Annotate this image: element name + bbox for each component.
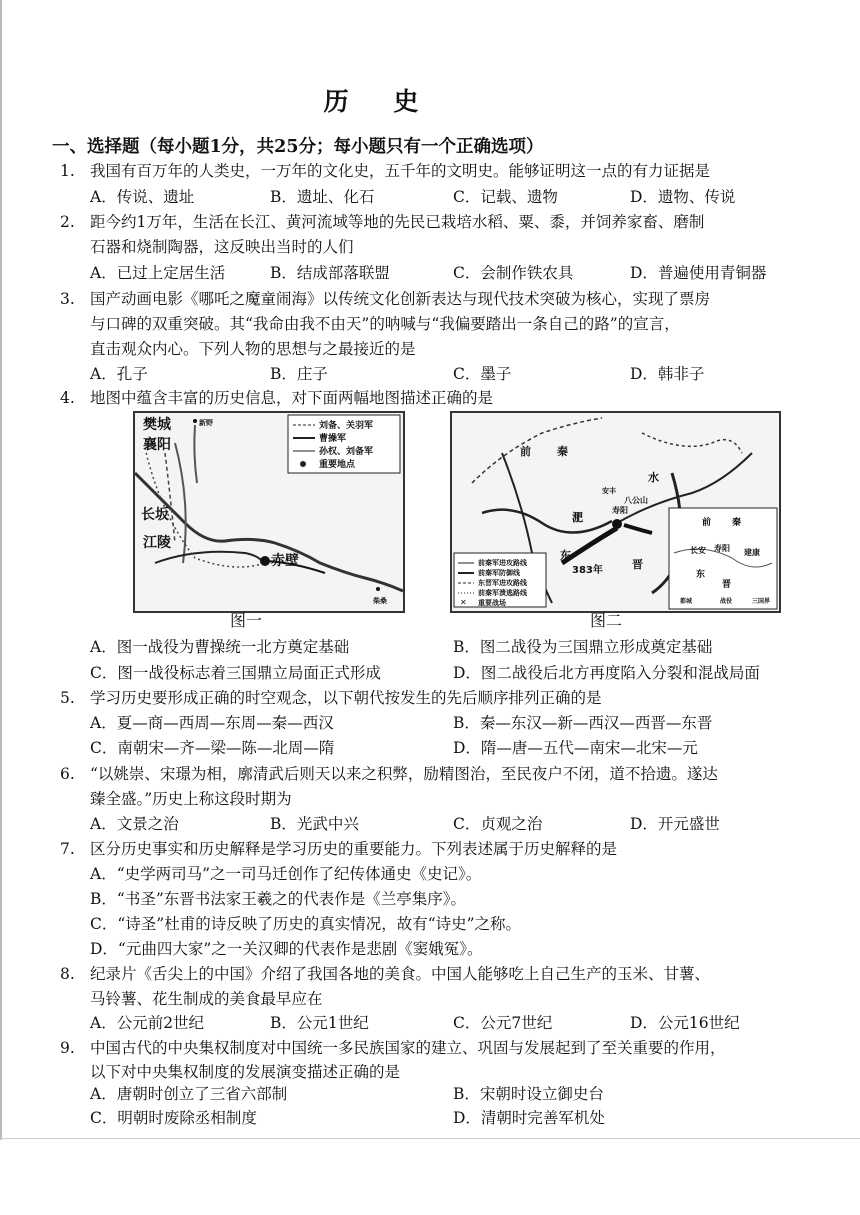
question-6-option-d[interactable]: D．开元盛世 [630, 815, 720, 833]
map-2-place-label: 淝 [572, 511, 583, 524]
question-2-option-a[interactable]: A．已过上定居生活 [90, 264, 226, 282]
map-1-caption: 图一 [230, 611, 263, 630]
question-number: 6. [60, 765, 75, 783]
question-7-option-a[interactable]: A．“史学两司马”之一司马迁创作了纪传体通史《史记》。 [90, 865, 482, 883]
question-8-option-c[interactable]: C．公元7世纪 [453, 1014, 553, 1032]
map-2-inset-label: 建康 [744, 548, 760, 557]
question-text: 区分历史事实和历史解释是学习历史的重要能力。下列表述属于历史解释的是 [90, 840, 618, 858]
battle-of-feishui-map [450, 411, 781, 613]
map-2-inset-legend-item: 三国界 [752, 598, 771, 605]
page-title: 历 史 [323, 87, 437, 116]
question-9-option-b[interactable]: B．宋朝时设立御史台 [453, 1085, 604, 1103]
map-2-inset-label: 前 [702, 518, 712, 528]
question-3-option-b[interactable]: B．庄子 [270, 365, 328, 383]
map-2-place-label: 383年 [572, 565, 603, 576]
question-9-stem-line: 以下对中央集权制度的发展演变描述正确的是 [90, 1063, 401, 1081]
question-7-option-b[interactable]: B．“书圣”东晋书法家王羲之的代表作是《兰亭集序》。 [90, 890, 466, 908]
map-2-place-label: 安丰 [602, 487, 616, 495]
map-1-legend-item: 重要地点 [319, 460, 356, 470]
question-4-option-a[interactable]: A．图一战役为曹操统一北方奠定基础 [90, 638, 350, 656]
map-2-place-label: 东 [560, 549, 571, 562]
question-number: 7. [60, 840, 75, 858]
map-1-place-label: 柴桑 [373, 597, 387, 605]
question-5-option-a[interactable]: A．夏—商—西周—东周—秦—西汉 [90, 714, 334, 732]
map-2-inset-label: 长安 [690, 546, 706, 555]
map-2-place-label: 水 [648, 471, 659, 484]
map-2-inset-legend-item: 都城 [680, 598, 693, 605]
question-5-option-c[interactable]: C．南朝宋—齐—梁—陈—北周—隋 [90, 739, 335, 757]
question-number: 4. [60, 389, 75, 407]
map-1-legend-item: 孙权、刘备军 [319, 447, 374, 457]
question-4-option-c[interactable]: C．图一战役标志着三国鼎立局面正式形成 [90, 664, 381, 682]
question-1-option-d[interactable]: D．遗物、传说 [630, 188, 736, 206]
question-6-stem-line [60, 763, 718, 785]
map-1-place-label: 长坂 [141, 507, 169, 523]
question-number: 8. [60, 965, 75, 983]
map-2-place-label: 寿阳 [612, 506, 628, 515]
svg-text:✕: ✕ [460, 598, 467, 607]
question-6-option-c[interactable]: C．贞观之治 [453, 815, 543, 833]
question-2-option-b[interactable]: B．结成部落联盟 [270, 264, 390, 282]
map-2-legend-item: 东晋军进攻路线 [478, 579, 527, 587]
question-2-option-c[interactable]: C．会制作铁农具 [453, 264, 574, 282]
battle-of-chibi-map [133, 411, 405, 613]
map-2-drawing [452, 413, 779, 611]
question-9-option-d[interactable]: D．清朝时完善军机处 [453, 1109, 605, 1127]
map-1-legend-item: 刘备、关羽军 [319, 421, 374, 431]
map-2-caption: 图二 [590, 611, 623, 630]
question-number: 2. [60, 213, 75, 231]
question-2-stem-line: 石器和烧制陶器，这反映出当时的人们 [90, 238, 354, 256]
map-1-place-label: 江陵 [143, 535, 171, 551]
question-1-stem-line [60, 160, 710, 182]
question-8-option-a[interactable]: A．公元前2世纪 [90, 1014, 205, 1032]
map-2-legend-item: 重要战场 [478, 599, 506, 607]
question-text: “以姚崇、宋璟为相，廓清武后则天以来之积弊，励精图治，至民夜户不闭，道不拾遗。遂达 [90, 765, 718, 783]
question-text: 纪录片《舌尖上的中国》介绍了我国各地的美食。中国人能够吃上自己生产的玉米、甘薯、 [90, 965, 711, 983]
question-5-stem-line [60, 687, 602, 709]
question-3-stem-line: 与口碑的双重突破。其“我命由我不由天”的呐喊与“我偏要踏出一条自己的路”的宣言， [90, 315, 680, 333]
question-3-option-a[interactable]: A．孔子 [90, 365, 148, 383]
map-1-legend-item: 曹操军 [319, 434, 347, 444]
map-2-inset-label: 东 [696, 570, 706, 580]
question-4-option-d[interactable]: D．图二战役后北方再度陷入分裂和混战局面 [453, 664, 760, 682]
question-1-option-c[interactable]: C．记载、遗物 [453, 188, 558, 206]
map-2-legend-item: 前秦军进攻路线 [478, 559, 527, 567]
question-6-option-b[interactable]: B．光武中兴 [270, 815, 359, 833]
map-2-place-label: 前 [520, 445, 531, 458]
map-2-place-label: 晋 [632, 558, 643, 571]
question-9-stem-line [60, 1037, 726, 1059]
question-8-option-d[interactable]: D．公元16世纪 [630, 1014, 740, 1032]
section-heading: 一、选择题（每小题1分，共25分；每小题只有一个正确选项） [52, 137, 544, 157]
map-1-place-label: 赤壁 [271, 553, 299, 569]
question-6-stem-line: 臻全盛。”历史上称这段时期为 [90, 790, 292, 808]
question-7-option-d[interactable]: D．“元曲四大家”之一关汉卿的代表作是悲剧《窦娥冤》。 [90, 940, 483, 958]
question-2-stem-line [60, 211, 704, 233]
question-3-option-d[interactable]: D．韩非子 [630, 365, 705, 383]
question-8-option-b[interactable]: B．公元1世纪 [270, 1014, 369, 1032]
map-2-legend-item: 前秦军防御线 [478, 569, 520, 577]
question-number: 1. [60, 162, 75, 180]
map-2-inset-legend-item: 战役 [720, 598, 733, 605]
question-text: 距今约1万年，生活在长江、黄河流域等地的先民已栽培水稻、粟、黍，并饲养家畜、磨制 [90, 213, 705, 231]
question-text: 我国有百万年的人类史，一万年的文化史，五千年的文明史。能够证明这一点的有力证据是 [90, 162, 711, 180]
question-2-option-d[interactable]: D．普遍使用青铜器 [630, 264, 767, 282]
map-2-inset-label: 寿阳 [714, 544, 730, 553]
map-1-drawing [135, 413, 403, 611]
question-text: 国产动画电影《哪吒之魔童闹海》以传统文化创新表达与现代技术突破为核心，实现了票房 [90, 290, 711, 308]
question-3-option-c[interactable]: C．墨子 [453, 365, 512, 383]
question-4-stem-line [60, 387, 493, 409]
question-5-option-d[interactable]: D．隋—唐—五代—南宋—北宋—元 [453, 739, 698, 757]
question-9-option-c[interactable]: C．明朝时废除丞相制度 [90, 1109, 257, 1127]
question-1-option-b[interactable]: B．遗址、化石 [270, 188, 375, 206]
map-2-inset-label: 晋 [722, 580, 732, 590]
question-8-stem-line [60, 963, 710, 985]
question-text: 地图中蕴含丰富的历史信息，对下面两幅地图描述正确的是 [90, 389, 494, 407]
map-2-place-label: 秦 [557, 445, 568, 458]
question-9-option-a[interactable]: A．唐朝时创立了三省六部制 [90, 1085, 288, 1103]
question-7-stem-line [60, 838, 617, 860]
question-text: 中国古代的中央集权制度对中国统一多民族国家的建立、巩固与发展起到了至关重要的作用， [90, 1039, 726, 1057]
question-1-option-a[interactable]: A．传说、遗址 [90, 188, 195, 206]
map-2-legend-item: 前秦军溃逃路线 [478, 589, 527, 597]
question-number: 9. [60, 1039, 75, 1057]
question-number: 5. [60, 689, 75, 707]
question-5-option-b[interactable]: B．秦—东汉—新—西汉—西晋—东晋 [453, 714, 713, 732]
question-7-option-c[interactable]: C．“诗圣”杜甫的诗反映了历史的真实情况，故有“诗史”之称。 [90, 915, 522, 933]
question-3-stem-line: 直击观众内心。下列人物的思想与之最接近的是 [90, 340, 416, 358]
question-4-option-b[interactable]: B．图二战役为三国鼎立形成奠定基础 [453, 638, 713, 656]
question-3-stem-line [60, 288, 710, 310]
page-bottom-rule [0, 1138, 860, 1139]
question-text: 学习历史要形成正确的时空观念，以下朝代按发生的先后顺序排列正确的是 [90, 689, 602, 707]
map-2-inset-label: 秦 [732, 518, 742, 528]
map-1-place-label: 新野 [199, 419, 213, 427]
question-number: 3. [60, 290, 75, 308]
map-2-place-label: 八公山 [624, 496, 648, 505]
map-1-place-label: 樊城 [143, 417, 171, 433]
map-1-place-label: 襄阳 [143, 437, 171, 453]
question-6-option-a[interactable]: A．文景之治 [90, 815, 179, 833]
question-8-stem-line: 马铃薯、花生制成的美食最早应在 [90, 990, 323, 1008]
